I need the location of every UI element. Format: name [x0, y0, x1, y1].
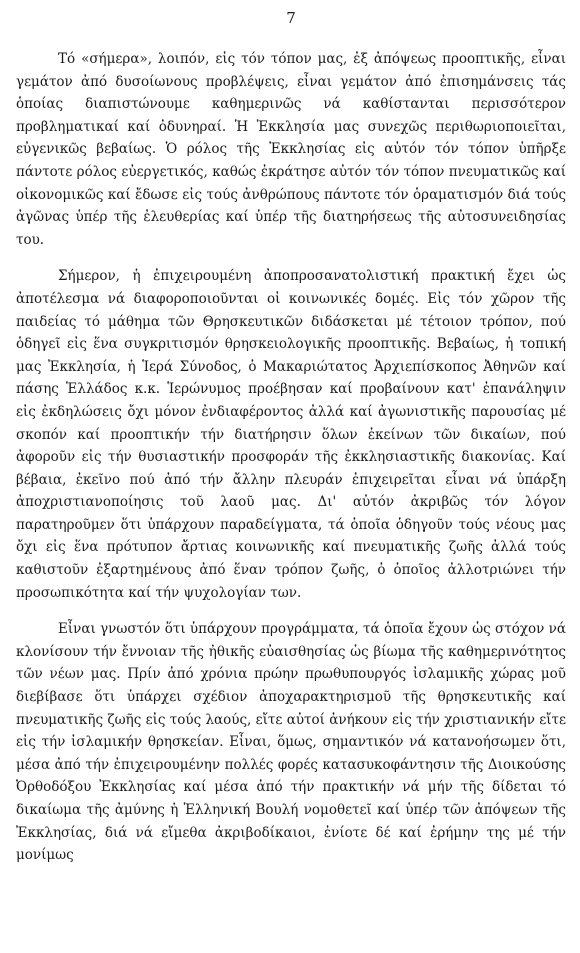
page-number: 7	[286, 9, 296, 27]
body-paragraph-3: Εἶναι γνωστόν ὅτι ὑπάρχουν προγράμματα, τά ὁποῖα ἔχουν ὡς στόχον νά κλονίσουν τήν ἔννοιαν τῆς ἠθικῆς εὐαισθησίας ὡς βίωμα τῆς καθημερινότητος τῶν νέων μας. Πρίν ἀπό χρόνια πρώην πρωθυπουργός ἰσλαμικῆς χώρας μοῦ διεβίβασε ὅτι ὑπάρχει σχέδιον ἀποχαρακτηρισμοῦ τῆς θρησκευτικῆς καί πνευματικῆς ζωῆς εἰς τούς λαούς, εἴτε αὐτοί ἀνήκουν εἰς τήν χριστιανικήν εἴτε εἰς τήν ἰσλαμικήν θρησκείαν. Εἶναι, ὅμως, σημαντικόν νά κατανοήσωμεν ὅτι, μέσα ἀπό τήν ἐπιχειρουμένην πολλές φορές κατασυκοφάντησιν τῆς Διοικούσης Ὀρθοδόξου Ἐκκλησίας καί μέσα ἀπό τήν πρακτικήν νά μήν τῆς δίδεται τό δικαίωμα τῆς ἀμύνης ἡ Ἑλληνική Βουλή νομοθετεῖ καί ὑπέρ τῶν ἀπόψεων τῆς Ἐκκλησίας, διά νά εἴμεθα ἀκριβοδίκαιοι, ἐνίοτε δέ καί ἐρήμην της μέ τήν μονίμως	[16, 621, 566, 864]
body-paragraph-1: Τό «σήμερα», λοιπόν, εἰς τόν τόπον μας, ἐξ ἀπόψεως προοπτικῆς, εἶναι γεμάτον ἀπό δυσοίωνους προβλέψεις, εἶναι γεμάτον ἀπό ἐπισημάνσεις τάς ὁποίας διαπιστώνουμε καθημερινῶς νά καθίστανται περισσότερον προβληματικαί καί ὀδυνηραί. Ἡ Ἐκκλησία μας συνεχῶς περιθωριοποιεῖται, εὐγενικῶς βεβαίως. Ὁ ρόλος τῆς Ἐκκλησίας εἰς αὐτόν τόν τόπον ὑπῆρξε πάντοτε ρόλος εὐεργετικός, καθώς ἐκράτησε αὐτόν τόν τόπον πνευματικῶς καί οἰκονομικῶς καί ἔδωσε εἰς τούς ἀνθρώπους πάντοτε τόν ὁραματισμόν διά τούς ἀγῶνας ὑπέρ τῆς ἐλευθερίας καί ὑπέρ τῆς διατηρήσεως τῆς αὐτοσυνειδησίας του.	[16, 51, 566, 248]
body-paragraph-2: Σήμερον, ἡ ἐπιχειρουμένη ἀποπροσανατολιστική πρακτική ἔχει ὡς ἀποτέλεσμα νά διαφοροποιοῦνται οἱ κοινωνικές δομές. Εἰς τόν χῶρον τῆς παιδείας τό μάθημα τῶν Θρησκευτικῶν διδάσκεται μέ τέτοιον τρόπον, πού ὁδηγεῖ εἰς ἕνα συγκριτισμόν θρησκειολογικῆς προοπτικῆς. Βεβαίως, ἡ τοπική μας Ἐκκλησία, ἡ Ἱερά Σύνοδος, ὁ Μακαριώτατος Ἀρχιεπίσκοπος Ἀθηνῶν καί πάσης Ἑλλάδος κ.κ. Ἱερώνυμος προέβησαν καί προβαίνουν κατ' ἐπανάληψιν εἰς ἐκδηλώσεις ὄχι μόνον ἐνδιαφέροντος ἀλλά καί ἀγωνιστικῆς παρουσίας μέ σκοπόν καί προοπτικήν τήν διατήρησιν ὅλων ἐκείνων τῶν δικαίων, πού ἀφοροῦν εἰς τήν θυσιαστικήν προσφοράν τῆς ἐκκλησιαστικῆς διακονίας. Καί βέβαια, ἐκεῖνο πού ἀπό τήν ἄλλην πλευράν ἐπιχειρεῖται εἶναι νά ὑπάρξη ἀποχριστιανοποίησις τοῦ λαοῦ μας. Δι' αὐτόν ἀκριβῶς τόν λόγον παρατηροῦμεν ὅτι ὑπάρχουν παραδείγματα, τά ὁποῖα ὁδηγοῦν τούς νέους μας ὄχι εἰς ἕνα πρότυπον ἄρτιας κοινωνικῆς καί πνευματικῆς ζωῆς ἀλλά τούς καθιστοῦν ἐξαρτημένους ἀπό ἕναν τρόπον ζωῆς, ὁ ὁποῖος ἀλλοτριώνει τήν προσωπικότητα καί τήν ψυχολογίαν των.	[16, 268, 566, 601]
